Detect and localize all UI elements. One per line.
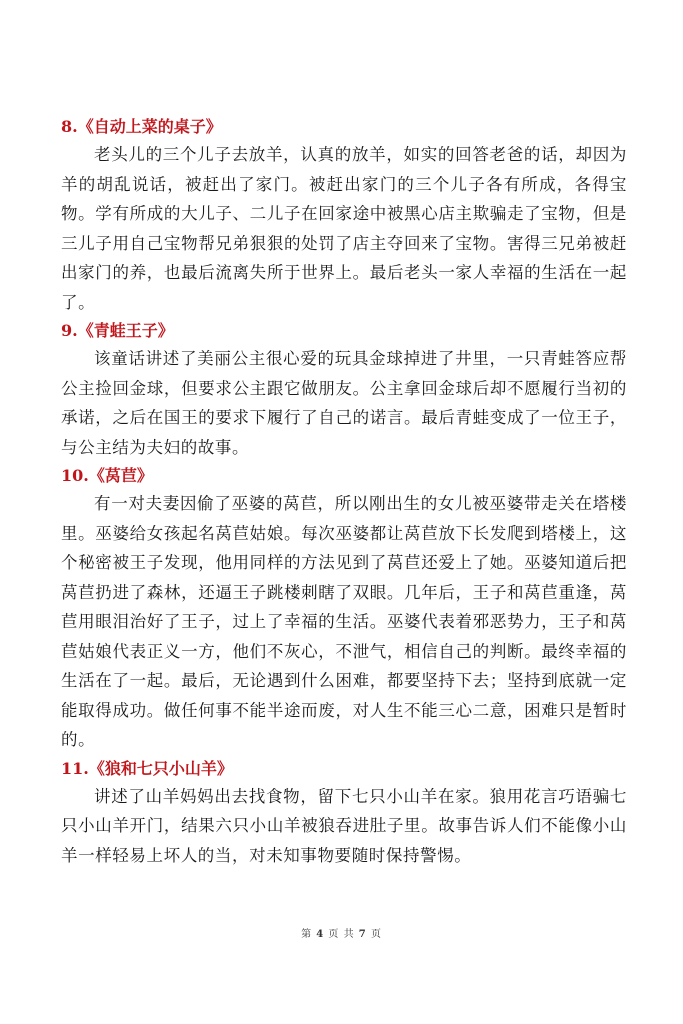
section-body: 讲述了山羊妈妈出去找食物，留下七只小山羊在家。狼用花言巧语骗七只小山羊开门，结果六只小山羊被狼吞进肚子里。故事告诉人们不能像小山羊一样轻易上坏人的当，对未知事物要随时保持警惕。 (61, 786, 627, 865)
current-page-number: 4 (316, 929, 325, 940)
page-footer (0, 925, 683, 940)
section-body: 老头儿的三个儿子去放羊，认真的放羊，如实的回答老爸的话，却因为羊的胡乱说话，被赶出了家门。被赶出家门的三个儿子各有所成，各得宝物。学有所成的大儿子、二儿子在回家途中被黑心店主欺骗走了宝物，但是三儿子用自己宝物帮兄弟狠狠的处罚了店主夺回来了宝物。害得三兄弟被赶出家门的养，也最后流离失所于世界上。最后老头一家人幸福的生活在一起了。 (61, 145, 627, 312)
section-title: 9.《青蛙王子》 (61, 321, 174, 340)
total-page-number: 7 (358, 929, 367, 940)
section-title: 11.《狼和七只小山羊》 (61, 758, 233, 778)
footer-prefix: 第 (301, 929, 313, 940)
footer-middle: 页 共 (328, 929, 355, 940)
story-section-11 (61, 756, 627, 871)
section-title: 8.《自动上菜的桌子》 (61, 117, 222, 136)
story-section-10 (61, 463, 627, 755)
story-section-8 (61, 114, 627, 317)
section-title: 10.《莴苣》 (61, 466, 153, 485)
page-content (61, 114, 627, 871)
section-body: 有一对夫妻因偷了巫婆的莴苣，所以刚出生的女儿被巫婆带走关在塔楼里。巫婆给女孩起名莴苣姑娘。每次巫婆都让莴苣放下长发爬到塔楼上，这个秘密被王子发现，他用同样的方法见到了莴苣还爱上了她。巫婆知道后把莴苣扔进了森林，还逼王子跳楼刺瞎了双眼。几年后，王子和莴苣重逢，莴苣用眼泪治好了王子，过上了幸福的生活。巫婆代表着邪恶势力，王子和莴苣姑娘代表正义一方，他们不灰心，不泄气，相信自己的判断。最终幸福的生活在了一起。最后，无论遇到什么困难，都要坚持下去；坚持到底就一定能取得成功。做任何事不能半途而废，对人生不能三心二意，困难只是暂时的。 (61, 494, 627, 749)
story-section-9 (61, 318, 627, 462)
section-body: 该童话讲述了美丽公主很心爱的玩具金球掉进了井里，一只青蛙答应帮公主捡回金球，但要求公主跟它做朋友。公主拿回金球后却不愿履行当初的承诺，之后在国王的要求下履行了自己的诺言。最后青蛙变成了一位王子，与公主结为夫妇的故事。 (61, 349, 627, 457)
footer-suffix: 页 (370, 929, 382, 940)
